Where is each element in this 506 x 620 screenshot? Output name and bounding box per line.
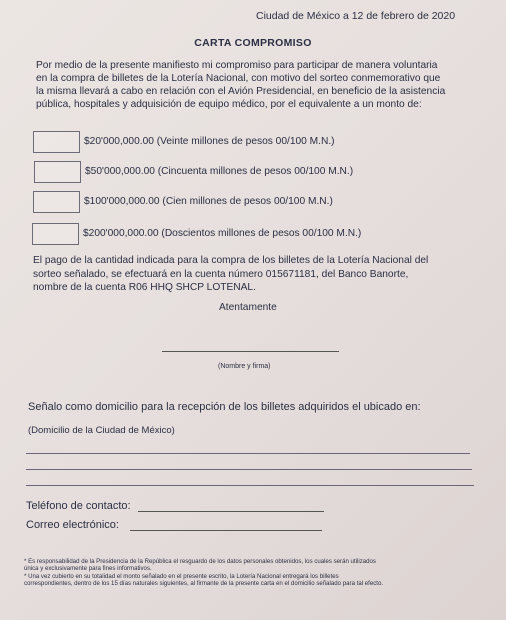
amount-option-20m[interactable] bbox=[33, 131, 473, 153]
address-line[interactable] bbox=[26, 485, 474, 486]
intro-line: pública, hospitales y adquisición de equipo médico, por el equivalente a un monto de: bbox=[36, 99, 422, 110]
intro-line: la misma llevará a cabo en relación con el Avión Presidencial, en beneficio de la asistencia bbox=[36, 86, 446, 97]
signature-line[interactable] bbox=[162, 351, 339, 352]
signature-caption: (Nombre y firma) bbox=[218, 363, 271, 370]
email-label: Correo electrónico: bbox=[26, 519, 119, 531]
date-line: Ciudad de México a 12 de febrero de 2020 bbox=[256, 10, 456, 22]
closing-text: Atentamente bbox=[219, 302, 277, 313]
amount-checkbox[interactable] bbox=[32, 223, 79, 245]
amount-checkbox[interactable] bbox=[33, 191, 80, 213]
footnote-line: * Es responsabilidad de la Presidencia de la República el resguardo de los datos personales obtenidos, los cuales serán utilizados bbox=[24, 558, 376, 565]
footnotes bbox=[24, 558, 494, 587]
footnote-line: correspondientes, dentro de los 15 días naturales siguientes, al firmante de la presente carta en el domicilio señalado para tal efecto. bbox=[24, 579, 384, 587]
amount-option-label: $50'000,000.00 (Cincuenta millones de pesos 00/100 M.N.) bbox=[85, 166, 354, 177]
amount-option-label: $20'000,000.00 (Veinte millones de pesos 00/100 M.N.) bbox=[84, 136, 335, 147]
amount-option-label: $100'000,000.00 (Cien millones de pesos 00/100 M.N.) bbox=[84, 196, 333, 207]
amount-option-200m[interactable] bbox=[33, 223, 473, 245]
intro-line: Por medio de la presente manifiesto mi compromiso para participar de manera voluntaria bbox=[36, 60, 438, 71]
email-field[interactable] bbox=[130, 530, 322, 531]
amount-option-label: $200'000,000.00 (Doscientos millones de pesos 00/100 M.N.) bbox=[83, 228, 362, 239]
letter-title: CARTA COMPROMISO bbox=[194, 37, 312, 49]
payment-paragraph bbox=[33, 254, 483, 295]
payment-line: El pago de la cantidad indicada para la compra de los billetes de la Lotería Nacional del bbox=[33, 255, 429, 266]
amount-checkbox[interactable] bbox=[34, 161, 81, 183]
address-line[interactable] bbox=[26, 469, 472, 470]
address-label: Señalo como domicilio para la recepción de los billetes adquiridos el ubicado en: bbox=[28, 401, 421, 413]
amount-option-50m[interactable] bbox=[33, 161, 473, 183]
address-line[interactable] bbox=[26, 453, 470, 454]
footnote-line: única y exclusivamente para fines informativos. bbox=[24, 565, 152, 573]
amount-option-100m[interactable] bbox=[33, 191, 473, 213]
footnote-line: * Una vez cubierto en su totalidad el monto señalado en el presente escrito, la Lotería Nacional entregará los billetes bbox=[24, 572, 339, 580]
intro-line: en la compra de billetes de la Lotería Nacional, con motivo del sorteo conmemorativo que bbox=[36, 73, 441, 84]
phone-field[interactable] bbox=[138, 511, 324, 512]
amount-checkbox[interactable] bbox=[33, 131, 80, 153]
payment-line: sorteo señalado, se efectuará en la cuenta número 015671181, del Banco Banorte, bbox=[33, 268, 409, 280]
intro-paragraph bbox=[36, 59, 476, 111]
address-hint: (Domicilio de la Ciudad de México) bbox=[28, 425, 175, 436]
payment-line: nombre de la cuenta R06 HHQ SHCP LOTENAL. bbox=[33, 282, 256, 293]
phone-label: Teléfono de contacto: bbox=[26, 500, 131, 512]
